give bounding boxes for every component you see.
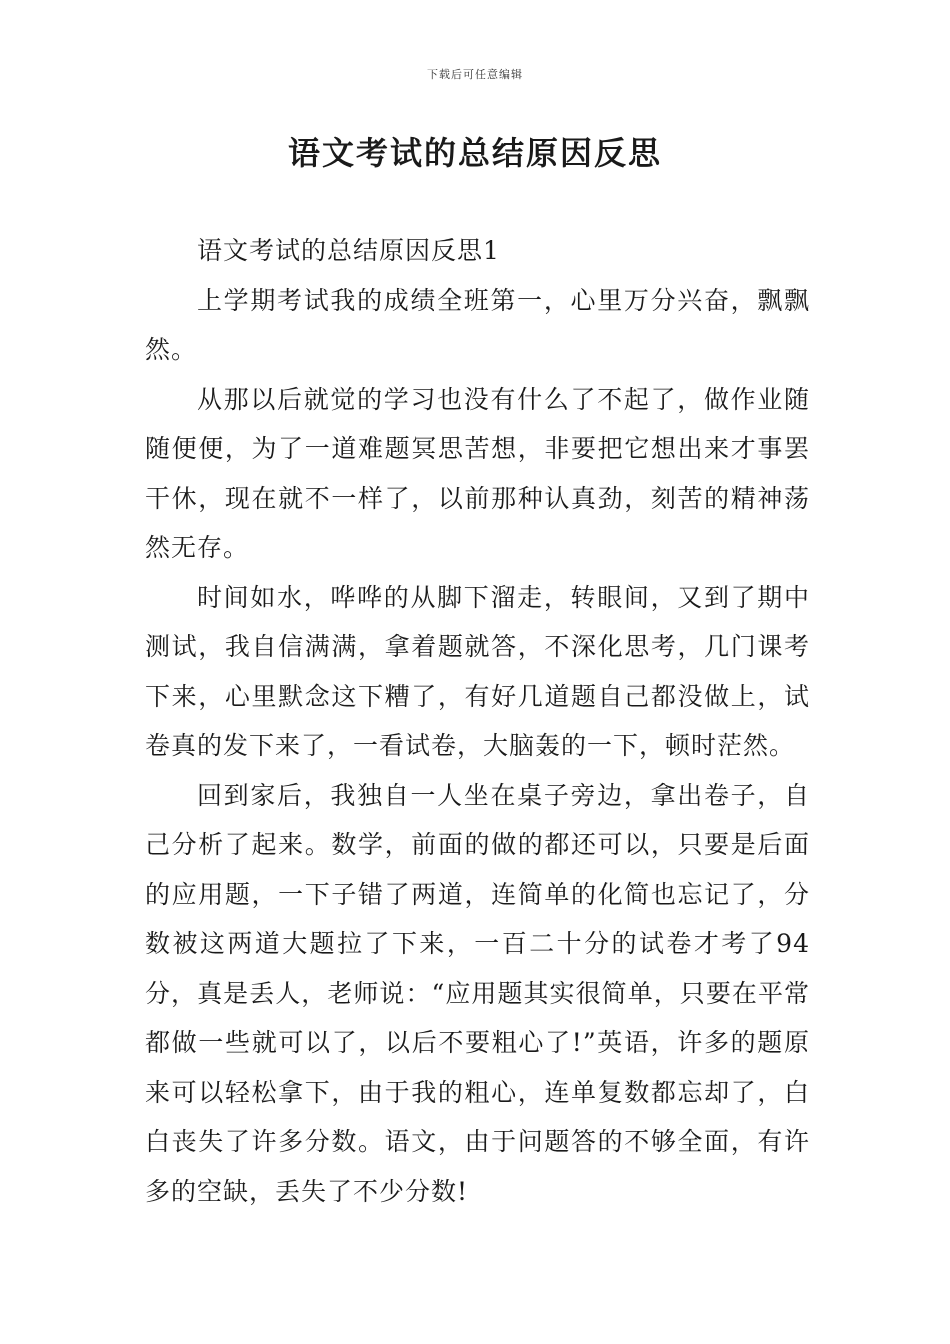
- document-body: [145, 226, 810, 1216]
- document-title: 语文考试的总结原因反思: [287, 134, 662, 172]
- section-heading: 语文考试的总结原因反思1: [197, 236, 500, 265]
- paragraph: 上学期考试我的成绩全班第一，心里万分兴奋，飘飘然。: [145, 285, 810, 364]
- paragraph: 从那以后就觉的学习也没有什么了不起了，做作业随随便便，为了一道难题冥思苦想，非要把它想出来才事罢干休，现在就不一样了，以前那种认真劲，刻苦的精神荡然无存。: [145, 384, 810, 562]
- header-note: 下载后可任意编辑: [427, 68, 523, 81]
- paragraph: 回到家后，我独自一人坐在桌子旁边，拿出卷子，自己分析了起来。数学，前面的做的都还可以，只要是后面的应用题，一下子错了两道，连简单的化简也忘记了，分数被这两道大题拉了下来，一百二十分的试卷才考了94分，真是丢人，老师说：“应用题其实很简单，只要在平常都做一些就可以了，以后不要粗心了!”英语，许多的题原来可以轻松拿下，由于我的粗心，连单复数都忘却了，白白丧失了许多分数。语文，由于问题答的不够全面，有许多的空缺，丢失了不少分数!: [145, 780, 810, 1206]
- paragraph: 时间如水，哗哗的从脚下溜走，转眼间，又到了期中测试，我自信满满，拿着题就答，不深化思考，几门课考下来，心里默念这下糟了，有好几道题自己都没做上，试卷真的发下来了，一看试卷，大脑轰的一下，顿时茫然。: [145, 582, 810, 760]
